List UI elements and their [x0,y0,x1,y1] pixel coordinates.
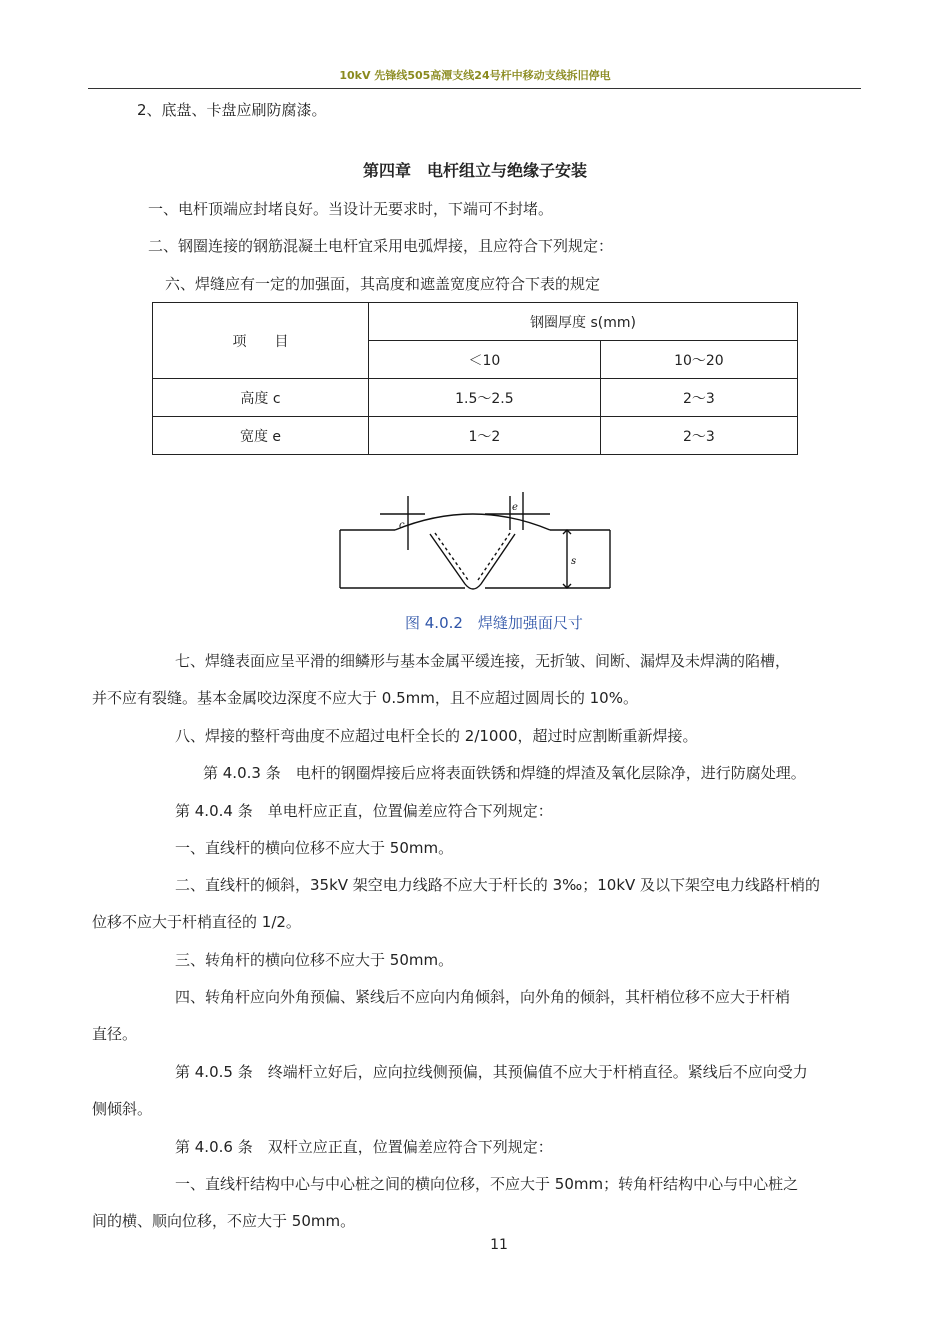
page-header-title: 10kV 先锋线505高潭支线24号杆中移动支线拆旧停电 [339,69,611,82]
table-row-label: 宽度 e [153,417,369,455]
text-line: 六、焊缝应有一定的加强面，其高度和遮盖宽度应符合下表的规定 [165,275,601,293]
text-line: 2、底盘、卡盘应刷防腐漆。 [137,101,327,119]
text-line: 七、焊缝表面应呈平滑的细鳞形与基本金属平缓连接，无折皱、间断、漏焊及未焊满的陷槽， [175,652,791,670]
table-row [153,379,798,417]
text-line: 第 4.0.5 条 终端杆立好后，应向拉线侧预偏，其预偏值不应大于杆梢直径。紧线后不应向受力 [175,1063,808,1081]
chapter-heading: 第四章 电杆组立与绝缘子安装 [362,161,587,180]
text-line: 位移不应大于杆梢直径的 1/2。 [92,913,301,931]
text-line: 第 4.0.3 条 电杆的钢圈焊接后应将表面铁锈和焊缝的焊渣及氧化层除净，进行防腐处理。 [203,764,806,782]
table-row-label: 高度 c [153,379,369,417]
weld-diagram [335,488,615,598]
text-line: 并不应有裂缝。基本金属咬边深度不应大于 0.5mm，且不应超过圆周长的 10%。 [92,689,638,707]
text-line: 第 4.0.4 条 单电杆应正直，位置偏差应符合下列规定： [175,802,553,820]
text-line: 八、焊接的整杆弯曲度不应超过电杆全长的 2/1000，超过时应割断重新焊接。 [175,727,698,745]
text-line: 一、电杆顶端应封堵良好。当设计无要求时，下端可不封堵。 [148,200,554,218]
table-header-item: 项 目 [153,303,369,379]
text-line: 四、转角杆应向外角预偏、紧线后不应向内角倾斜，向外角的倾斜，其杆梢位移不应大于杆梢 [175,988,791,1006]
table-header-thickness: 钢圈厚度 s(mm) [369,303,798,341]
text-line: 直径。 [92,1025,138,1043]
text-line: 一、直线杆的横向位移不应大于 50mm。 [175,839,454,857]
table-cell: 2～3 [600,379,797,417]
figure-caption: 图 4.0.2 焊缝加强面尺寸 [405,614,583,632]
label-s: s [571,556,577,567]
text-line: 侧倾斜。 [92,1100,153,1118]
table-cell: 1～2 [369,417,601,455]
table-row [153,417,798,455]
text-line: 间的横、顺向位移，不应大于 50mm。 [92,1212,356,1230]
table-header-col2: 10～20 [600,341,797,379]
table-header-col1: ＜10 [369,341,601,379]
table-cell: 1.5～2.5 [369,379,601,417]
table-cell: 2～3 [600,417,797,455]
label-c: c [399,520,405,531]
text-line: 三、转角杆的横向位移不应大于 50mm。 [175,951,454,969]
header-divider [88,88,861,89]
text-line: 第 4.0.6 条 双杆立应正直，位置偏差应符合下列规定： [175,1138,553,1156]
label-e: e [512,502,518,513]
text-line: 二、直线杆的倾斜，35kV 架空电力线路不应大于杆长的 3‰；10kV 及以下架空电力线路杆梢的 [175,876,821,894]
page-number: 11 [490,1237,508,1253]
weld-spec-table [152,302,798,455]
text-line: 一、直线杆结构中心与中心桩之间的横向位移，不应大于 50mm；转角杆结构中心与中心桩之 [175,1175,799,1193]
text-line: 二、钢圈连接的钢筋混凝土电杆宜采用电弧焊接，且应符合下列规定： [148,237,614,255]
